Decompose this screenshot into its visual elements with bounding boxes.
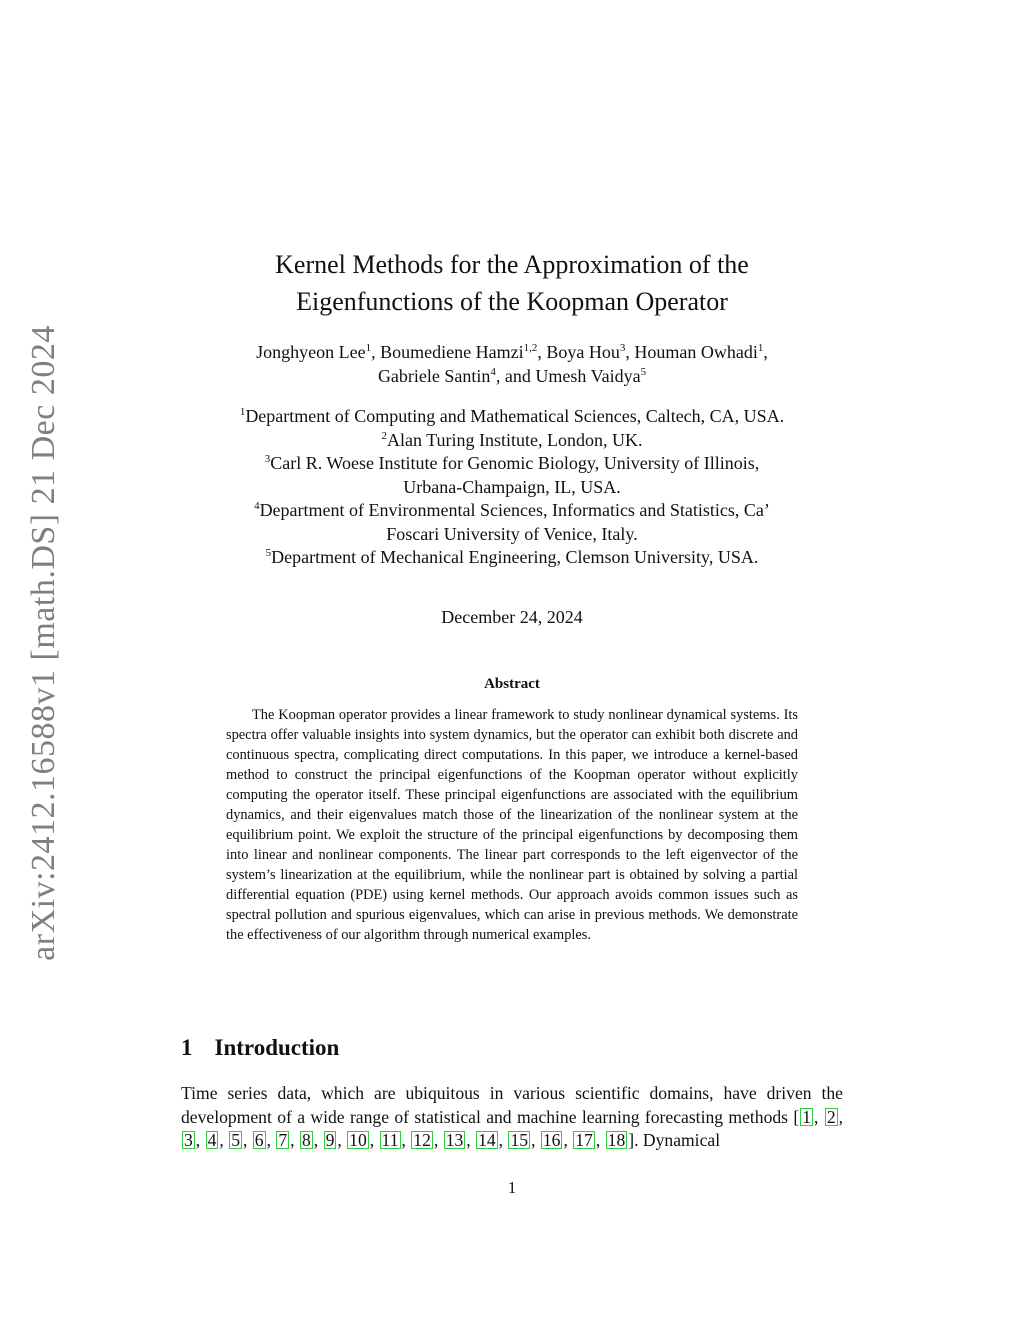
author-affil-sup: 1 xyxy=(365,342,372,354)
citation-link[interactable]: 18 xyxy=(607,1130,626,1150)
affiliation-item-continued: Urbana-Champaign, IL, USA. xyxy=(403,476,621,497)
author-affil-sup: 1,2 xyxy=(523,342,538,354)
citation-link[interactable]: 1 xyxy=(802,1106,812,1127)
citation-link[interactable]: 7 xyxy=(278,1130,288,1150)
author-name: Umesh Vaidya xyxy=(535,366,641,386)
affiliation-item xyxy=(181,452,843,476)
author-name: Houman Owhadi xyxy=(634,342,758,362)
author-name: Gabriele Santin xyxy=(377,366,491,386)
intro-text-after: . Dynamical xyxy=(634,1130,721,1150)
paper-date: December 24, 2024 xyxy=(441,607,583,627)
affiliation-sup: 3 xyxy=(264,453,271,465)
page-number: 1 xyxy=(507,1178,517,1197)
arxiv-identifier-text: arXiv:2412.16588v1 [math.DS] 21 Dec 2024 xyxy=(25,325,62,961)
citation-link[interactable]: 3 xyxy=(184,1130,193,1150)
author-affil-sup: 4 xyxy=(490,366,496,378)
intro-text: Time series data, which are ubiquitous in various scientific domains, have driven the development of a wide range of statistical and machine learning forecasting methods xyxy=(181,1083,843,1127)
affiliation-text: Department of Mechanical Engineering, Clemson University, USA. xyxy=(271,547,759,567)
arxiv-identifier xyxy=(18,325,70,961)
section-heading xyxy=(181,1035,843,1061)
author-separator: , xyxy=(371,342,381,362)
citation-link[interactable]: 12 xyxy=(413,1130,431,1150)
affiliation-text: Department of Environmental Sciences, Informatics and Statistics, Ca’ xyxy=(259,500,770,520)
citation-link[interactable]: 9 xyxy=(325,1130,335,1150)
paper-title xyxy=(181,246,843,320)
author-list xyxy=(181,340,843,388)
section-title: Introduction xyxy=(214,1035,340,1060)
citation-link[interactable]: 14 xyxy=(478,1130,496,1150)
affiliation-sup: 2 xyxy=(381,429,387,442)
citation-link[interactable]: 11 xyxy=(381,1130,399,1150)
citation-link[interactable]: 16 xyxy=(542,1130,561,1150)
abstract-heading: Abstract xyxy=(484,676,540,692)
title-line-1: Kernel Methods for the Approximation of the xyxy=(275,250,749,279)
author-name: Jonghyeon Lee xyxy=(256,342,366,362)
section-number: 1 xyxy=(181,1035,193,1060)
intro-paragraph: Time series data, which are ubiquitous in various scientific domains, have driven the development of a wide range of statistical and machine learning forecasting methods [ 1 , 2 , 3 , 4 , 5 , 6 , 7 , 8 , 9 , 10 , 11 , 12 , 13 , 14 , 15 , 16 , 17 , 18 ]. Dynamical xyxy=(181,1083,844,1150)
affiliation-sup: 4 xyxy=(254,500,260,512)
affiliation-text: Alan Turing Institute, London, UK. xyxy=(386,429,643,450)
author-affil-sup: 3 xyxy=(619,342,626,354)
citation-link[interactable]: 4 xyxy=(207,1130,217,1150)
affiliation-item xyxy=(181,429,843,453)
citation-link[interactable]: 10 xyxy=(349,1130,367,1150)
author-name: Boya Hou xyxy=(546,342,620,362)
affiliation-sup: 1 xyxy=(239,406,246,418)
title-line-2: Eigenfunctions of the Koopman Operator xyxy=(296,287,728,316)
affiliation-text: Carl R. Woese Institute for Genomic Biology, University of Illinois, xyxy=(270,453,760,473)
author-name: Boumediene Hamzi xyxy=(380,342,524,362)
abstract-text: The Koopman operator provides a linear framework to study nonlinear dynamical systems. Its spectra offer valuable insights into system dynamics, but the operator can exhibit both discrete and continuous spectra, complicating direct computations. In this paper, we introduce a kernel-based method to construct the principal eigenfunctions of the Koopman operator without explicitly computing the operator itself. These principal eigenfunctions are associated with the equilibrium dynamics, and their eigenvalues match those of the linearization of the nonlinear system at the equilibrium point. We exploit the structure of the principal eigenfunctions by decomposing them into linear and nonlinear components. The linear part corresponds to the left eigenvector of the system’s linearization at the equilibrium, while the nonlinear part is obtained by solving a partial differential equation (PDE) using kernel methods. Our approach avoids common issues such as spectral pollution and spurious eigenvalues, which can arise in previous methods. We demonstrate the effectiveness of our algorithm through numerical examples. xyxy=(226,707,798,943)
citation-link[interactable]: 17 xyxy=(575,1130,593,1150)
affiliation-text: Department of Computing and Mathematical Sciences, Caltech, CA, USA. xyxy=(245,406,785,426)
citation-link[interactable]: 8 xyxy=(301,1130,311,1150)
author-affil-sup: 5 xyxy=(640,366,647,378)
author-separator: , xyxy=(625,342,635,362)
author-separator: , and xyxy=(495,366,536,386)
affiliation-sup: 5 xyxy=(265,547,272,559)
affiliation-item xyxy=(181,499,843,523)
citation-link[interactable]: 5 xyxy=(231,1130,240,1150)
author-separator: , xyxy=(763,342,768,362)
author-separator: , xyxy=(537,342,547,362)
affiliation-item-continued: Foscari University of Venice, Italy. xyxy=(386,523,638,544)
affiliation-item xyxy=(181,405,843,429)
affiliation-item xyxy=(181,546,843,570)
citation-link[interactable]: 13 xyxy=(445,1130,464,1150)
author-affil-sup: 1 xyxy=(757,342,764,354)
citation-link[interactable]: 2 xyxy=(826,1106,836,1127)
citation-link[interactable]: 6 xyxy=(254,1130,264,1150)
affiliation-list xyxy=(181,405,843,570)
citation-list: 1 , 2 , 3 , 4 , 5 , 6 , 7 , 8 , 9 , 10 , 11 , 12 , 13 , 14 , 15 , 16 , 17 , 18 xyxy=(184,1106,844,1150)
citation-link[interactable]: 15 xyxy=(510,1130,529,1150)
